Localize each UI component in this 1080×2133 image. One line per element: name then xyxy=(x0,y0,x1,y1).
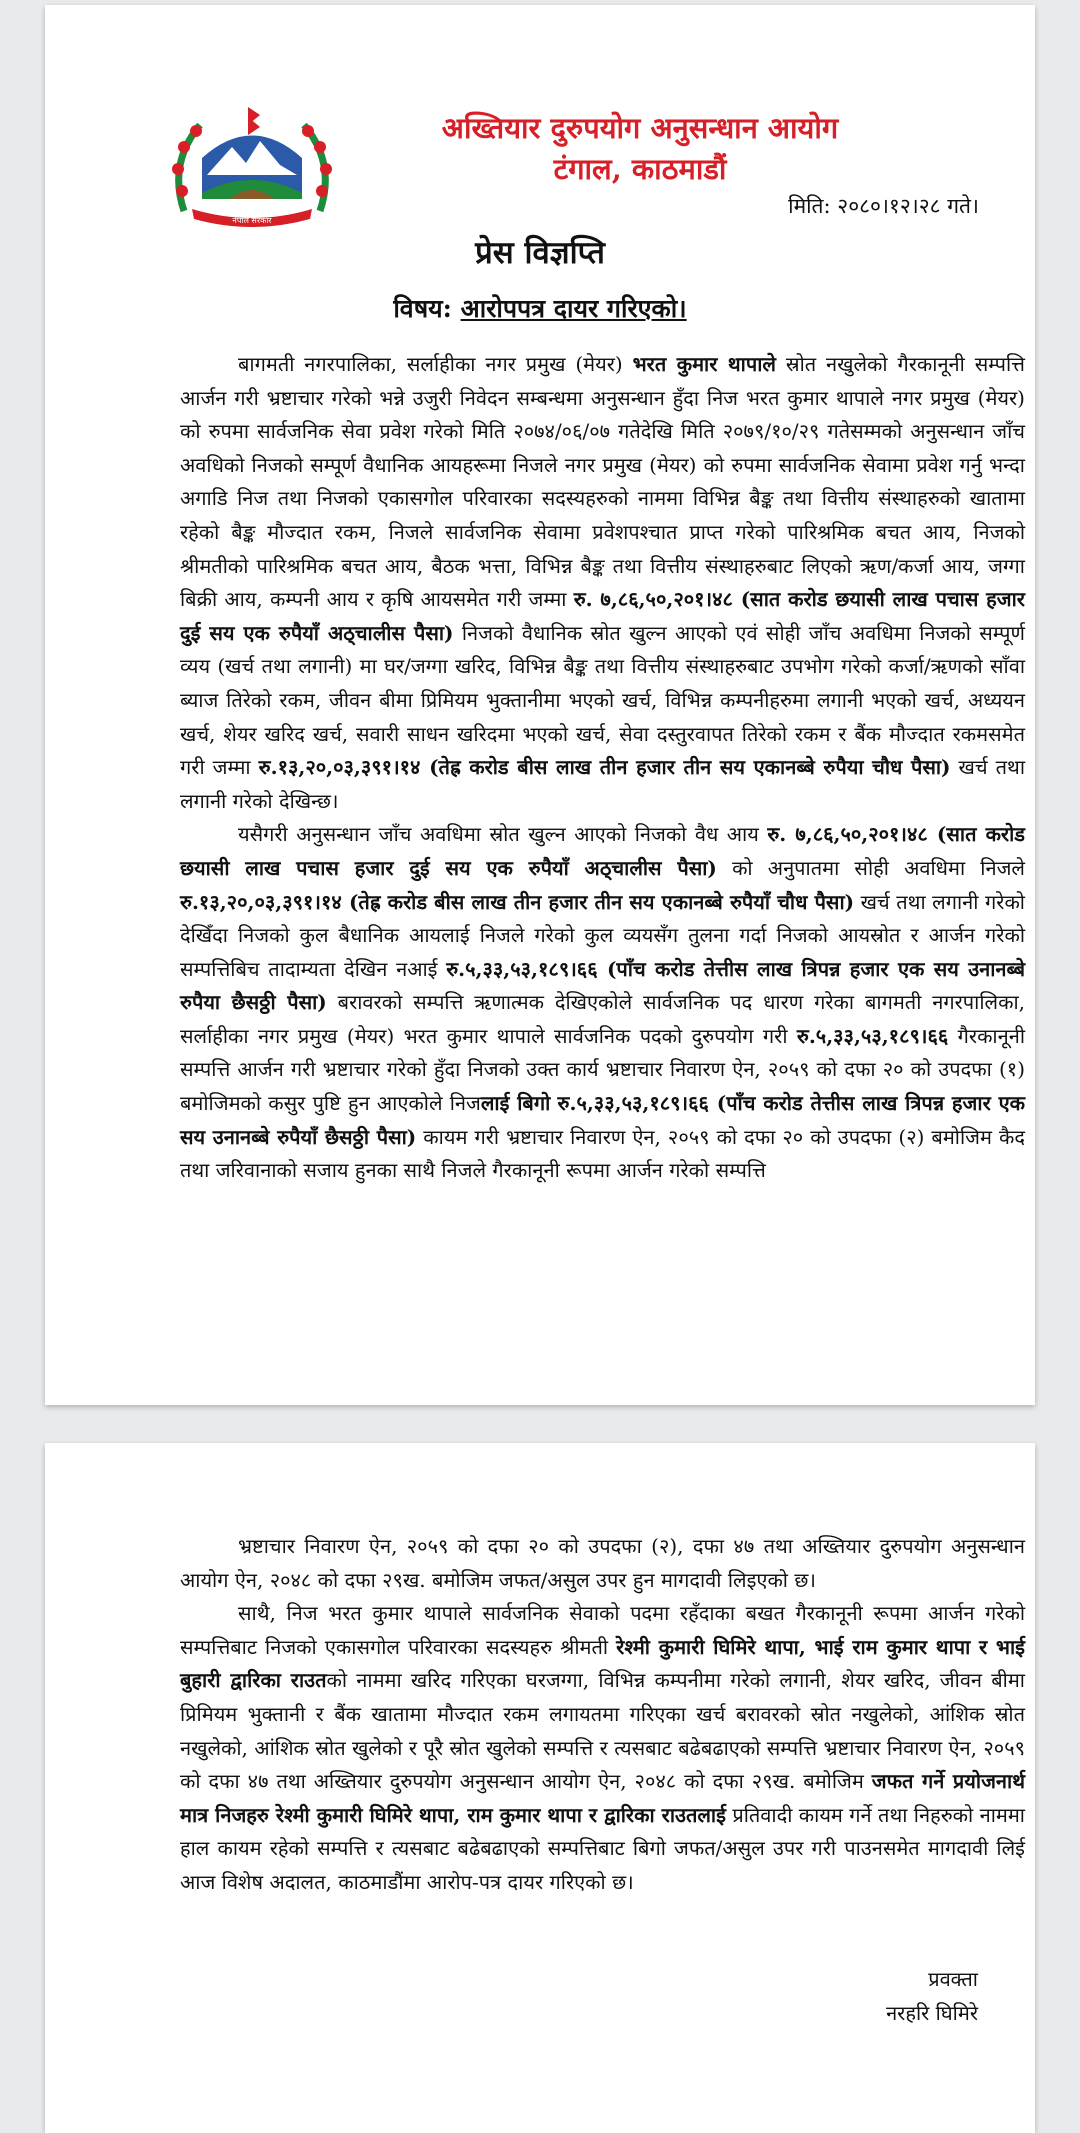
body-text-page-2 xyxy=(180,1530,1025,1900)
text-run: को अनुपातमा सोही अवधिमा निजले xyxy=(716,855,1025,880)
subject-prefix: विषय: xyxy=(393,294,461,323)
emblem-motto: नेपाल सरकार xyxy=(232,216,272,225)
page2-paragraph xyxy=(180,1597,1025,1899)
text-run: निजको वैधानिक स्रोत खुल्न आएको एवं सोही जाँच अवधिमा निजको सम्पूर्ण व्यय (खर्च तथा लगानी) मा घर/जग्गा खरिद, विभिन्न बैङ्क तथा वित्तीय संस्थाहरुबाट उपभोग गरेको कर्जा/ऋणको साँवा ब्याज तिरेको रकम, जीवन बीमा प्रिमियम भुक्तानीमा भएको खर्च, विभिन्न कम्पनीहरुमा लगानी भएको खर्च, अध्ययन खर्च, शेयर खरिद खर्च, सवारी साधन खरिदमा भएको खर्च, सेवा दस्तुरवापत तिरेको रकम र बैंक मौज्दात रकमसमेत गरी जम्मा xyxy=(180,620,1025,780)
organization-location: टंगाल, काठमाडौं xyxy=(553,152,727,186)
bold-text-run: लाई बिगो xyxy=(480,1091,551,1116)
subject-line xyxy=(45,291,1035,325)
text-run: यसैगरी अनुसन्धान जाँच अवधिमा स्रोत खुल्न आएको निजको वैध आय xyxy=(238,822,768,847)
document-page-2 xyxy=(45,1443,1035,2133)
signature-name: नरहरि घिमिरे xyxy=(886,2000,978,2025)
body-text-page-1 xyxy=(180,348,1025,1188)
nepal-emblem-icon xyxy=(162,103,342,233)
bold-text-run: रु.१३,२०,०३,३९१।१४ (तेह्र करोड बीस लाख तीन हजार तीन सय एकानब्बे रुपैयाँ चौध पैसा) xyxy=(180,889,855,914)
text-run: को नाममा खरिद गरिएका घरजग्गा, विभिन्न कम्पनीमा गरेको लगानी, शेयर खरिद, जीवन बीमा प्रिमियम भुक्तानी र बैंक खातामा मौज्दात रकम लगायतमा गरिएका खर्च बरावरको स्रोत नखुलेको, आंशिक स्रोत नखुलेको, आंशिक स्रोत खुलेको र पूरै स्रोत खुलेको सम्पत्ति र त्यसबाट बढेबढाएको सम्पत्ति भ्रष्टाचार निवारण ऐन, २०५९ को दफा ४७ तथा अख्तियार दुरुपयोग अनुसन्धान आयोग ऐन, २०४८ को दफा २९ख. बमोजिम xyxy=(180,1668,1025,1794)
text-run: साथै, निज भरत कुमार थापाले सार्वजनिक सेवाको पदमा रहँदाका बखत गैरकानूनी रूपमा आर्जन गरेको सम्पत्तिबाट निजको एकासगोल परिवारका सदस्यहरु श्रीमती xyxy=(180,1601,1025,1659)
page1-paragraph xyxy=(180,818,1025,1188)
page-title: प्रेस विज्ञप्ति xyxy=(475,235,605,271)
organization-name: अख्तियार दुरुपयोग अनुसन्धान आयोग xyxy=(441,111,839,145)
bold-text-run: रु.१३,२०,०३,३९१।१४ (तेह्र करोड बीस लाख तीन हजार तीन सय एकानब्बे रुपैया चौध पैसा) xyxy=(258,755,951,780)
text-run: खर्च तथा लगानी गरेको देखिन्छ। xyxy=(180,755,1026,813)
page1-paragraph xyxy=(180,348,1025,818)
bold-text-run: रेश्मी कुमारी घिमिरे थापा, भाई राम कुमार थापा र भाई बुहारी द्वारिका राउत xyxy=(180,1634,1025,1693)
signature-block xyxy=(886,1963,978,2030)
document-page-1 xyxy=(45,5,1035,1405)
page2-paragraph xyxy=(180,1530,1025,1597)
text-run xyxy=(550,1091,557,1115)
text-run: भ्रष्टाचार निवारण ऐन, २०५९ को दफा २० को उपदफा (२), दफा ४७ तथा अख्तियार दुरुपयोग अनुसन्धान आयोग ऐन, २०४८ को दफा २९ख. बमोजिम जफत/असुल उपर हुन मागदावी लिइएको छ। xyxy=(180,1534,1025,1592)
text-run: प्रतिवादी कायम गर्ने तथा निहरुको नाममा हाल कायम रहेको सम्पत्ति र त्यसबाट बढेबढाएको सम्पत्तिबाट बिगो जफत/असुल उपर गरी पाउनसमेत मागदावी लिई आज विशेष अदालत, काठमाडौंमा आरोप-पत्र दायर गरिएको छ। xyxy=(180,1802,1025,1894)
signature-role: प्रवक्ता xyxy=(928,1967,978,1991)
bold-text-run: रु. ७,८६,५०,२०१।४८ (सात करोड छयासी लाख पचास हजार दुई सय एक रुपैयाँ अठ्चालीस पैसा) xyxy=(180,822,1025,880)
text-run: स्रोत नखुलेको गैरकानूनी सम्पत्ति आर्जन गरी भ्रष्टाचार गरेको भन्ने उजुरी निवेदन सम्बन्धमा अनुसन्धान हुँदा निज भरत कुमार थापाले नगर प्रमुख (मेयर) को रुपमा सार्वजनिक सेवा प्रवेश गरेको मिति २०७४/०६/०७ गतेदेखि मिति २०७९/१०/२९ गतेसम्मको अनुसन्धान जाँच अवधिको निजको सम्पूर्ण वैधानिक आयहरूमा निजले नगर प्रमुख (मेयर) को रुपमा सार्वजनिक सेवामा प्रवेश गर्नु भन्दा अगाडि निज तथा निजको एकासगोल परिवारका सदस्यहरुको नाममा विभिन्न बैङ्क तथा वित्तीय संस्थाहरुको खातामा रहेको बैङ्क मौज्दात रकम, निजले सार्वजनिक सेवामा प्रवेशपश्चात प्राप्त गरेको पारिश्रमिक बचत आय, निजको श्रीमतीको पारिश्रमिक बचत आय, बैठक भत्ता, विभिन्न बैङ्क तथा वित्तीय संस्थाहरुबाट लिएको ऋण/कर्जा आय, जग्गा बिक्री आय, कम्पनी आय र कृषि आयसमेत गरी जम्मा xyxy=(180,352,1025,612)
text-run: बागमती नगरपालिका, सर्लाहीका नगर प्रमुख (मेयर) xyxy=(238,352,633,376)
text-run: कायम गरी भ्रष्टाचार निवारण ऐन, २०५९ को दफा २० को उपदफा (२) बमोजिम कैद तथा जरिवानाको सजाय हुनका साथै निजले गैरकानूनी रूपमा आर्जन गरेको सम्पत्ति xyxy=(180,1124,1025,1183)
bold-text-run: रु.५,३३,५३,१८९।६६ (पाँच करोड तेत्तीस लाख त्रिपन्न हजार एक सय उनानब्बे रुपैयाँ छैसठ्ठी पैसा) xyxy=(180,1091,1025,1149)
bold-text-run: भरत कुमार थापाले xyxy=(632,352,776,376)
subject-text: आरोपपत्र दायर गरिएको। xyxy=(460,294,687,323)
bold-text-run: जफत गर्ने प्रयोजनार्थ मात्र निजहरु रेश्मी कुमारी घिमिरे थापा, राम कुमार थापा र द्वारिका राउतलाई xyxy=(180,1769,1025,1827)
bold-text-run: रु.५,३३,५३,१८९।६६ xyxy=(796,1023,949,1048)
press-release-date: मिति: २०८०।१२।२८ गते। xyxy=(788,194,979,218)
bold-text-run: रु.५,३३,५३,१८९।६६ (पाँच करोड तेत्तीस लाख त्रिपन्न हजार एक सय उनानब्बे रुपैया छैसठ्ठी पैसा) xyxy=(180,956,1025,1015)
bold-text-run: रु. ७,८६,५०,२०१।४८ (सात करोड छयासी लाख पचास हजार दुई सय एक रुपैयाँ अठ्चालीस पैसा) xyxy=(180,587,1025,645)
text-run: खर्च तथा लगानी गरेको देखिँदा निजको कुल बैधानिक आयलाई निजले गरेको कुल व्ययसँग तुलना गर्दा निजको आयस्रोत र आर्जन गरेको सम्पत्तिबिच तादाम्यता देखिन नआई xyxy=(180,889,1025,981)
text-run: बरावरको सम्पत्ति ऋणात्मक देखिएकोले सार्वजनिक पद धारण गरेका बागमती नगरपालिका, सर्लाहीका नगर प्रमुख (मेयर) भरत कुमार थापाले सार्वजनिक पदको दुरुपयोग गरी xyxy=(180,990,1025,1048)
text-run: गैरकानूनी सम्पत्ति आर्जन गरी भ्रष्टाचार गरेको हुँदा निजको उक्त कार्य भ्रष्टाचार निवारण ऐन, २०५९ को दफा २० को उपदफा (१) बमोजिमको कसुर पुष्टि हुन आएकोले निज xyxy=(180,1023,1025,1116)
